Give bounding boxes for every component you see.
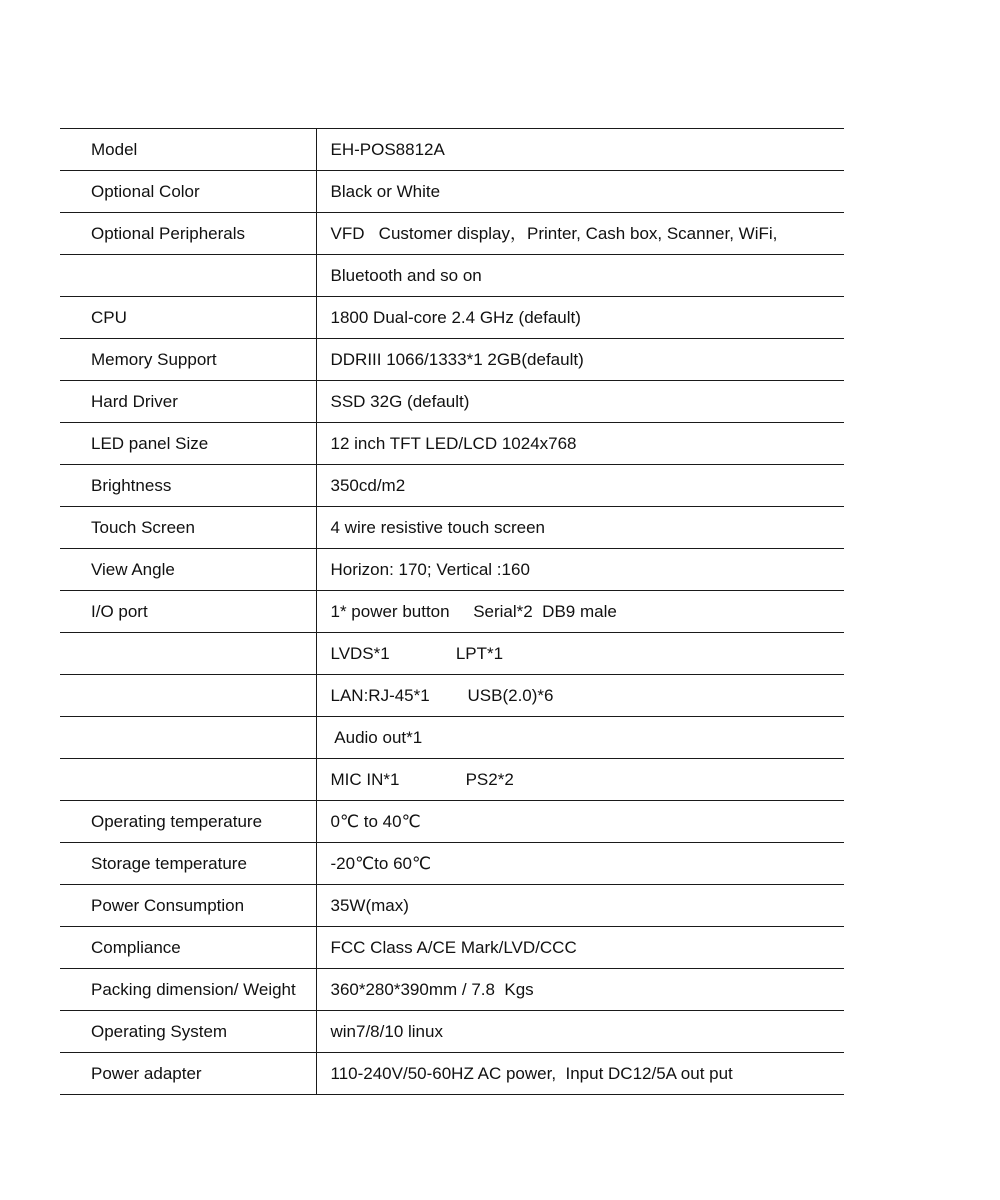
spec-label: [60, 759, 316, 801]
spec-label: Brightness: [60, 465, 316, 507]
table-row: [60, 633, 844, 675]
spec-value: SSD 32G (default): [316, 381, 844, 423]
spec-value: Audio out*1: [316, 717, 844, 759]
spec-value: MIC IN*1 PS2*2: [316, 759, 844, 801]
table-row: [60, 759, 844, 801]
table-row: [60, 591, 844, 633]
table-row: [60, 801, 844, 843]
spec-value: EH-POS8812A: [316, 129, 844, 171]
spec-label: [60, 633, 316, 675]
spec-value: win7/8/10 linux: [316, 1011, 844, 1053]
spec-value: 1* power button Serial*2 DB9 male: [316, 591, 844, 633]
spec-label: CPU: [60, 297, 316, 339]
spec-value: FCC Class A/CE Mark/LVD/CCC: [316, 927, 844, 969]
table-row: [60, 675, 844, 717]
spec-label: Memory Support: [60, 339, 316, 381]
table-row: [60, 507, 844, 549]
spec-value: 110-240V/50-60HZ AC power, Input DC12/5A out put: [316, 1053, 844, 1095]
table-row: [60, 213, 844, 255]
table-row: [60, 381, 844, 423]
spec-value: 350cd/m2: [316, 465, 844, 507]
spec-label: Compliance: [60, 927, 316, 969]
spec-label: LED panel Size: [60, 423, 316, 465]
table-row: [60, 1053, 844, 1095]
spec-value: 12 inch TFT LED/LCD 1024x768: [316, 423, 844, 465]
spec-label: Packing dimension/ Weight: [60, 969, 316, 1011]
table-row: [60, 843, 844, 885]
table-row: [60, 717, 844, 759]
spec-table-body: [60, 129, 844, 1095]
table-row: [60, 171, 844, 213]
spec-label: Optional Color: [60, 171, 316, 213]
spec-value: Horizon: 170; Vertical :160: [316, 549, 844, 591]
table-row: [60, 549, 844, 591]
spec-value: LAN:RJ-45*1 USB(2.0)*6: [316, 675, 844, 717]
spec-label: [60, 255, 316, 297]
spec-value: 1800 Dual-core 2.4 GHz (default): [316, 297, 844, 339]
spec-value: Bluetooth and so on: [316, 255, 844, 297]
table-row: [60, 1011, 844, 1053]
table-row: [60, 885, 844, 927]
spec-value: 0℃ to 40℃: [316, 801, 844, 843]
spec-label: Operating temperature: [60, 801, 316, 843]
spec-label: Storage temperature: [60, 843, 316, 885]
spec-label: Power adapter: [60, 1053, 316, 1095]
table-row: [60, 297, 844, 339]
table-row: [60, 465, 844, 507]
table-row: [60, 969, 844, 1011]
spec-label: Optional Peripherals: [60, 213, 316, 255]
spec-label: [60, 675, 316, 717]
spec-table: [60, 128, 844, 1095]
spec-label: View Angle: [60, 549, 316, 591]
spec-label: Hard Driver: [60, 381, 316, 423]
spec-value: LVDS*1 LPT*1: [316, 633, 844, 675]
spec-value: VFD Customer display，Printer, Cash box, Scanner, WiFi,: [316, 213, 844, 255]
spec-value: 4 wire resistive touch screen: [316, 507, 844, 549]
spec-label: Model: [60, 129, 316, 171]
table-row: [60, 129, 844, 171]
table-row: [60, 423, 844, 465]
spec-value: 35W(max): [316, 885, 844, 927]
spec-label: Operating System: [60, 1011, 316, 1053]
spec-value: Black or White: [316, 171, 844, 213]
table-row: [60, 255, 844, 297]
spec-label: [60, 717, 316, 759]
table-row: [60, 927, 844, 969]
spec-value: -20℃to 60℃: [316, 843, 844, 885]
spec-label: I/O port: [60, 591, 316, 633]
spec-label: Touch Screen: [60, 507, 316, 549]
spec-label: Power Consumption: [60, 885, 316, 927]
table-row: [60, 339, 844, 381]
spec-value: 360*280*390mm / 7.8 Kgs: [316, 969, 844, 1011]
spec-value: DDRIII 1066/1333*1 2GB(default): [316, 339, 844, 381]
